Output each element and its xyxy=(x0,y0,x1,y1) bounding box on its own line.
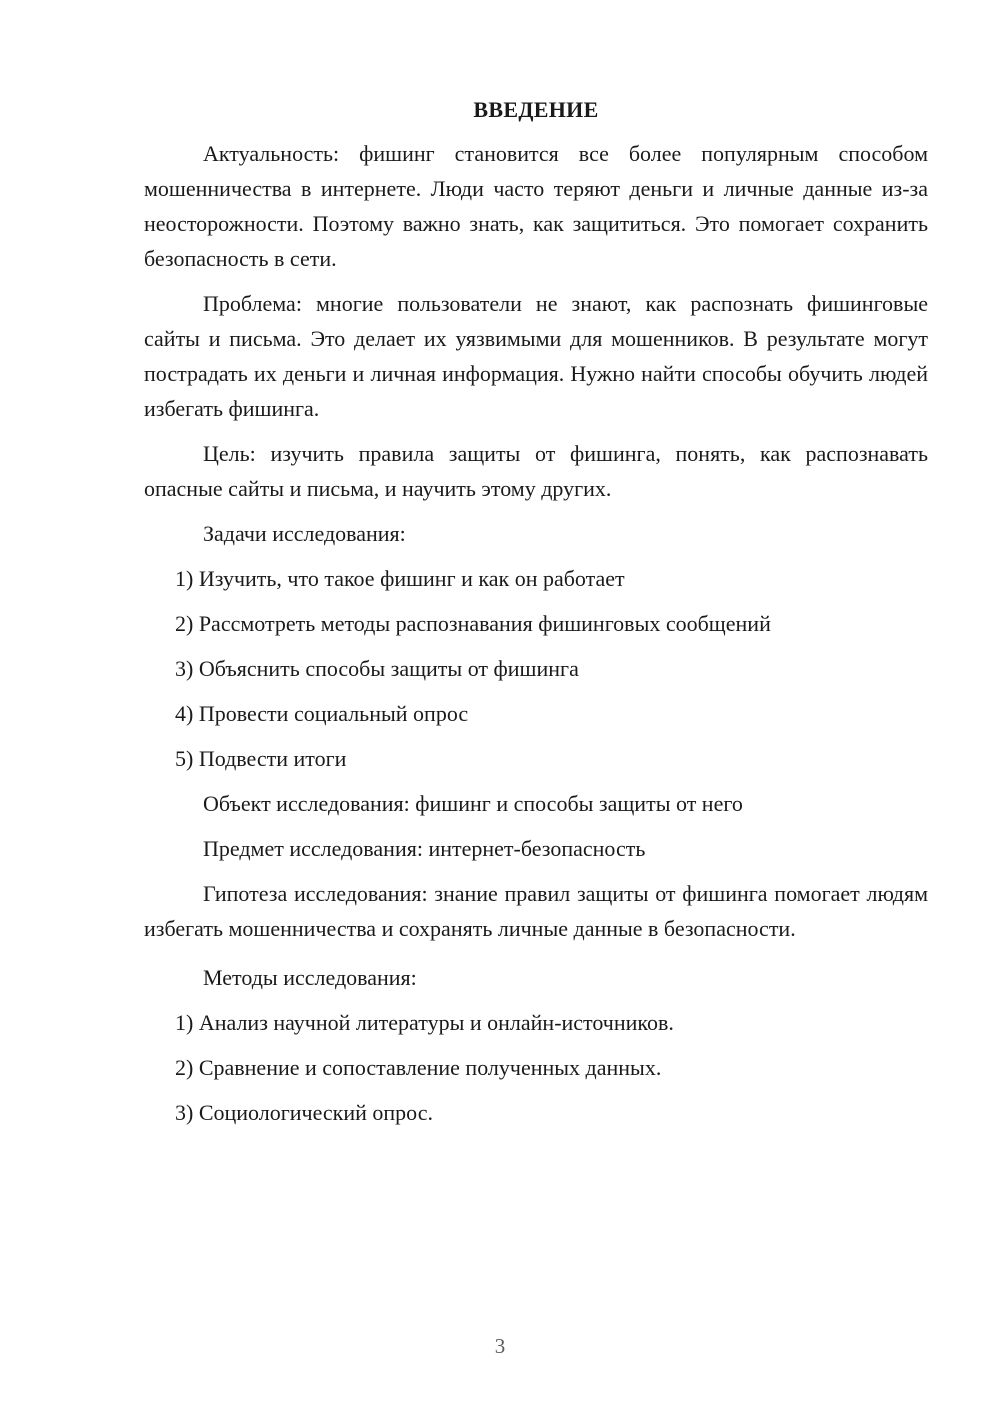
task-item: 3) Объяснить способы защиты от фишинга xyxy=(175,656,579,681)
methods-list xyxy=(144,1005,928,1130)
method-item: 3) Социологический опрос. xyxy=(175,1100,433,1125)
tasks-list xyxy=(144,561,928,776)
task-item: 5) Подвести итоги xyxy=(175,746,347,771)
method-item: 1) Анализ научной литературы и онлайн-источников. xyxy=(175,1010,674,1035)
relevance-paragraph: Актуальность: фишинг становится все более популярным способом мошенничества в интернете. Люди часто теряют деньги и личные данные из-за неосторожности. Поэтому важно знать, как защититься. Это помогает сохранить безопасность в сети. xyxy=(144,141,928,271)
task-item: 2) Рассмотреть методы распознавания фишинговых сообщений xyxy=(175,611,771,636)
research-subject: Предмет исследования: интернет-безопасность xyxy=(203,836,646,861)
methods-title: Методы исследования: xyxy=(203,965,417,990)
hypothesis-paragraph: Гипотеза исследования: знание правил защиты от фишинга помогает людям избегать мошенничества и сохранять личные данные в безопасности. xyxy=(144,881,928,941)
method-item: 2) Сравнение и сопоставление полученных данных. xyxy=(175,1055,662,1080)
goal-paragraph: Цель: изучить правила защиты от фишинга, понять, как распознавать опасные сайты и письма, и научить этому других. xyxy=(144,441,928,501)
problem-paragraph: Проблема: многие пользователи не знают, как распознать фишинговые сайты и письма. Это делает их уязвимыми для мошенников. В результате могут пострадать их деньги и личная информация. Нужно найти способы обучить людей избегать фишинга. xyxy=(144,291,928,421)
page-content xyxy=(144,92,928,1140)
task-item: 1) Изучить, что такое фишинг и как он работает xyxy=(175,566,625,591)
research-object: Объект исследования: фишинг и способы защиты от него xyxy=(203,791,743,816)
page-heading: ВВЕДЕНИЕ xyxy=(473,97,599,122)
tasks-title: Задачи исследования: xyxy=(203,521,406,546)
task-item: 4) Провести социальный опрос xyxy=(175,701,469,726)
page-number: 3 xyxy=(494,1334,506,1358)
